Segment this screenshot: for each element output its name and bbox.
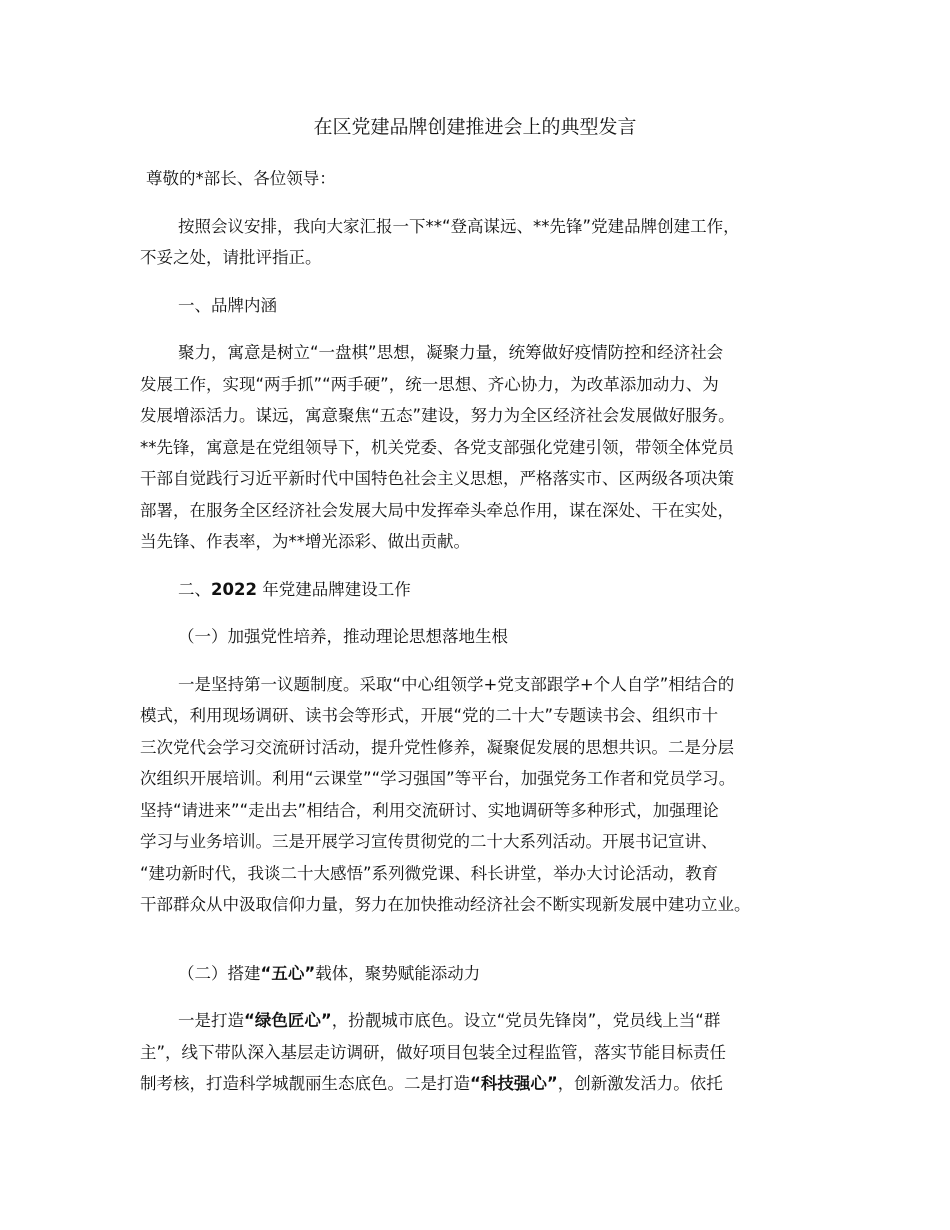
paragraph-line: 次组织开展培训。利用“云课堂”“学习强国”等平台，加强党务工作者和党员学习。 — [140, 769, 736, 788]
paragraph-line: 主”，线下带队深入基层走访调研，做好项目包装全过程监管，落实节能目标责任 — [140, 1042, 727, 1062]
heading-emphasis: “五心” — [260, 963, 316, 983]
subsection-heading-2 — [140, 958, 830, 990]
section-heading-2022-work — [140, 574, 830, 606]
intro-line: 不妥之处，请批评指正。 — [140, 248, 322, 267]
intro-line: 按照会议安排，我向大家汇报一下**“登高谋远、**先锋”党建品牌创建工作， — [178, 216, 740, 236]
text-run: 一是打造 — [178, 1011, 244, 1030]
paragraph-line: **先锋，寓意是在党组领导下，机关党委、各党支部强化党建引领，带领全体党员 — [140, 437, 734, 457]
emphasis-run: “绿色匠心” — [244, 1011, 332, 1030]
paragraph-line: 一是坚持第一议题制度。采取“中心组领学+党支部跟学+个人自学”相结合的 — [178, 674, 735, 694]
paragraph-line — [140, 1068, 830, 1100]
paragraph-line: 模式，利用现场调研、读书会等形式，开展“党的二十大”专题读书会、组织市十 — [140, 706, 719, 725]
heading-prefix: 二、 — [178, 579, 211, 599]
paragraph-line: 干部群众从中汲取信仰力量，努力在加快推动经济社会不断实现新发展中建功立业。 — [140, 895, 751, 914]
paragraph-line: 当先锋、作表率，为**增光添彩、做出贡献。 — [140, 532, 470, 551]
paragraph-line: “建功新时代，我谈二十大感悟”系列微党课、科长讲堂，举办大讨论活动，教育 — [140, 863, 719, 883]
subsection-heading-1: （一）加强党性培养，推动理论思想落地生根 — [178, 627, 508, 646]
text-run: ，创新激发活力。依托 — [557, 1074, 723, 1093]
document-body — [140, 163, 830, 1100]
heading-suffix: 年党建品牌建设工作 — [262, 579, 411, 599]
paragraph-line: 发展工作，实现“两手抓”“两手硬”，统一思想、齐心协力，为改革添加动力、为 — [140, 374, 719, 394]
heading-year: 2022 — [211, 579, 257, 599]
text-run: ，扮靓城市底色。设立“党员先锋岗”，党员线上当“群 — [331, 1011, 721, 1030]
paragraph-line: 部署，在服务全区经济社会发展大局中发挥牵头牵总作用，谋在深处、干在实处， — [140, 500, 734, 520]
paragraph-line: 发展增添活力。谋远，寓意聚焦“五态”建设，努力为全区经济社会发展做好服务。 — [140, 406, 735, 425]
salutation: 尊敬的*部长、各位领导： — [146, 169, 336, 188]
paragraph-line: 三次党代会学习交流研讨活动，提升党性修养，凝聚促发展的思想共识。二是分层 — [140, 737, 734, 757]
paragraph-line: 学习与业务培训。三是开展学习宣传贯彻党的二十大系列活动。开展书记宣讲、 — [140, 832, 718, 851]
text-run: 制考核，打造科学城靓丽生态底色。二是打造 — [140, 1074, 470, 1093]
paragraph-line: 坚持“请进来”“走出去”相结合，利用交流研讨、实地调研等多种形式，加强理论 — [140, 800, 719, 820]
paragraph-line — [140, 1005, 830, 1037]
emphasis-run: “科技强心” — [470, 1074, 558, 1093]
paragraph-line: 干部自觉践行习近平新时代中国特色社会主义思想，严格落实市、区两级各项决策 — [140, 469, 734, 488]
heading-prefix: （二）搭建 — [178, 963, 261, 983]
section-heading-brand-connotation: 一、品牌内涵 — [178, 295, 277, 315]
paragraph-line: 聚力，寓意是树立“一盘棋”思想，凝聚力量，统筹做好疫情防控和经济社会 — [178, 343, 724, 362]
page-title: 在区党建品牌创建推进会上的典型发言 — [313, 116, 637, 138]
heading-suffix: 载体，聚势赋能添动力 — [315, 963, 481, 983]
